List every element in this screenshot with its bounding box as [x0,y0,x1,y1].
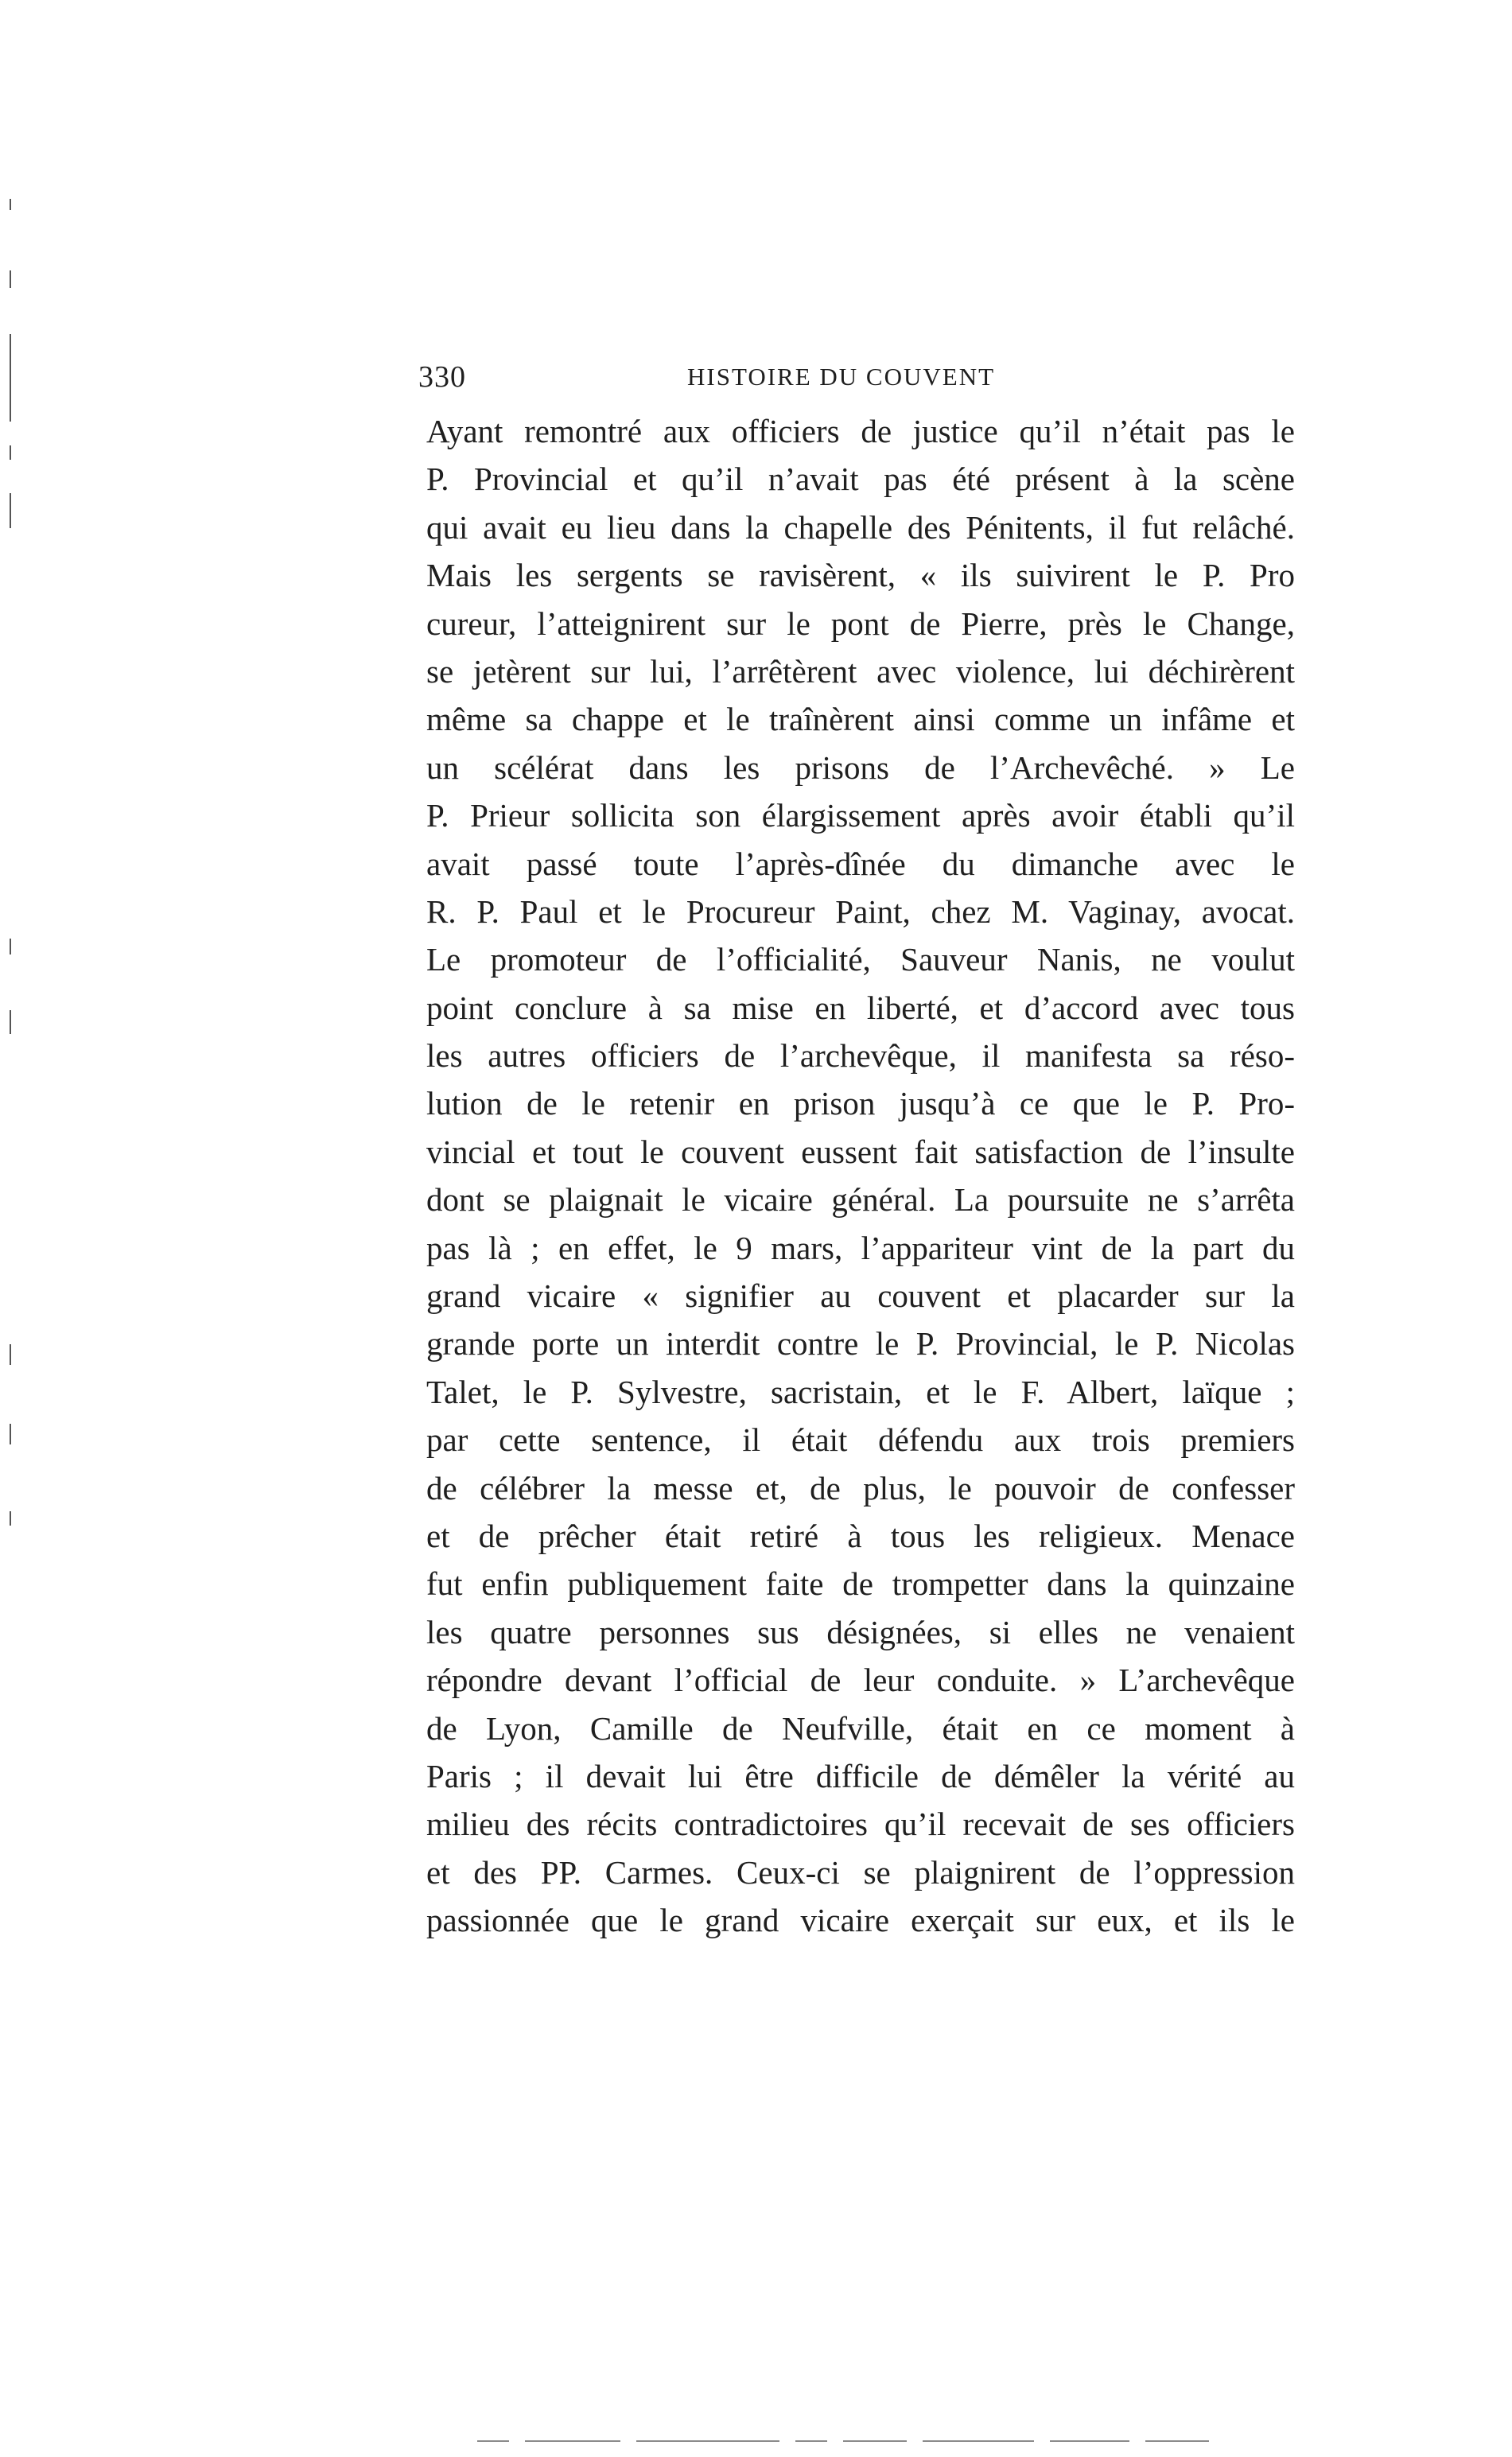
text-line: les autres officiers de l’archevêque, il manifesta sa réso- [426,1037,1295,1075]
text-line: répondre devant l’official de leur conduite. » L’archevêque [426,1662,1295,1699]
margin-tick [10,445,11,460]
text-line: passionnée que le grand vicaire exerçait sur eux, et ils le [426,1902,1295,1939]
text-line: grand vicaire « signifier au couvent et placarder sur la [426,1277,1295,1315]
scan-edge-mark [525,2440,620,2442]
running-head: HISTOIRE DU COUVENT [687,363,996,391]
margin-tick [10,1010,11,1034]
text-line: lution de le retenir en prison jusqu’à ce que le P. Pro- [426,1085,1295,1122]
text-line: de célébrer la messe et, de plus, le pouvoir de confesser [426,1469,1295,1506]
text-line: point conclure à sa mise en liberté, et d’accord avec tous [426,989,1295,1026]
text-line: cureur, l’atteignirent sur le pont de Pierre, près le Change, [426,605,1295,642]
text-line: de Lyon, Camille de Neufville, était en ce moment à [426,1709,1295,1747]
text-line: milieu des récits contradictoires qu’il recevait de ses officiers [426,1806,1295,1843]
margin-tick [10,1424,11,1444]
margin-tick [10,1511,11,1526]
text-line: Le promoteur de l’officialité, Sauveur Nanis, ne voulut [426,941,1295,978]
margin-tick [10,270,11,288]
scan-edge-mark [795,2440,827,2442]
text-line: vincial et tout le couvent eussent fait satisfaction de l’insulte [426,1133,1295,1170]
margin-tick [10,939,11,954]
text-line: P. Prieur sollicita son élargissement après avoir établi qu’il [426,797,1295,834]
scan-edge-mark [477,2440,509,2442]
text-line: par cette sentence, il était défendu aux trois premiers [426,1421,1295,1459]
text-line: Ayant remontré aux officiers de justice qu’il n’était pas le [426,413,1295,449]
scan-edge-mark [843,2440,907,2442]
margin-tick [10,199,11,210]
page-number: 330 [418,360,466,394]
text-line: et de prêcher était retiré à tous les religieux. Menace [426,1517,1295,1554]
margin-tick [10,334,11,422]
margin-tick [10,493,11,528]
margin-tick [10,1344,11,1365]
text-line: grande porte un interdit contre le P. Provincial, le P. Nicolas [426,1325,1295,1363]
scan-edge-mark [923,2440,1034,2442]
text-line: même sa chappe et le traînèrent ainsi comme un infâme et [426,701,1295,738]
text-line: Paris ; il devait lui être difficile de démêler la vérité au [426,1757,1295,1794]
text-line: fut enfin publiquement faite de trompetter dans la quinzaine [426,1565,1295,1603]
text-line: R. P. Paul et le Procureur Paint, chez M. Vaginay, avocat. [426,892,1295,930]
text-line: avait passé toute l’après-dînée du dimanche avec le [426,845,1295,882]
page-header [418,356,1301,404]
text-line: et des PP. Carmes. Ceux-ci se plaignirent de l’oppression [426,1853,1295,1891]
scan-edge-mark [1145,2440,1209,2442]
text-line: Talet, le P. Sylvestre, sacristain, et le F. Albert, laïque ; [426,1373,1295,1410]
text-line: Mais les sergents se ravisèrent, « ils suivirent le P. Pro [426,557,1295,594]
left-margin-scan-marks [0,0,24,2457]
text-line: dont se plaignait le vicaire général. La poursuite ne s’arrêta [426,1181,1295,1219]
text-line: P. Provincial et qu’il n’avait pas été présent à la scène [426,461,1295,498]
body-text [426,407,1295,1945]
scan-edge-mark [1050,2440,1129,2442]
text-line: pas là ; en effet, le 9 mars, l’appariteur vint de la part du [426,1229,1295,1266]
text-line: qui avait eu lieu dans la chapelle des Pénitents, il fut relâché. [426,508,1295,546]
scan-edge-mark [636,2440,779,2442]
text-line: les quatre personnes sus désignées, si elles ne venaient [426,1613,1295,1650]
text-line: se jetèrent sur lui, l’arrêtèrent avec violence, lui déchirèrent [426,652,1295,690]
text-line: un scélérat dans les prisons de l’Archevêché. » Le [426,748,1295,786]
